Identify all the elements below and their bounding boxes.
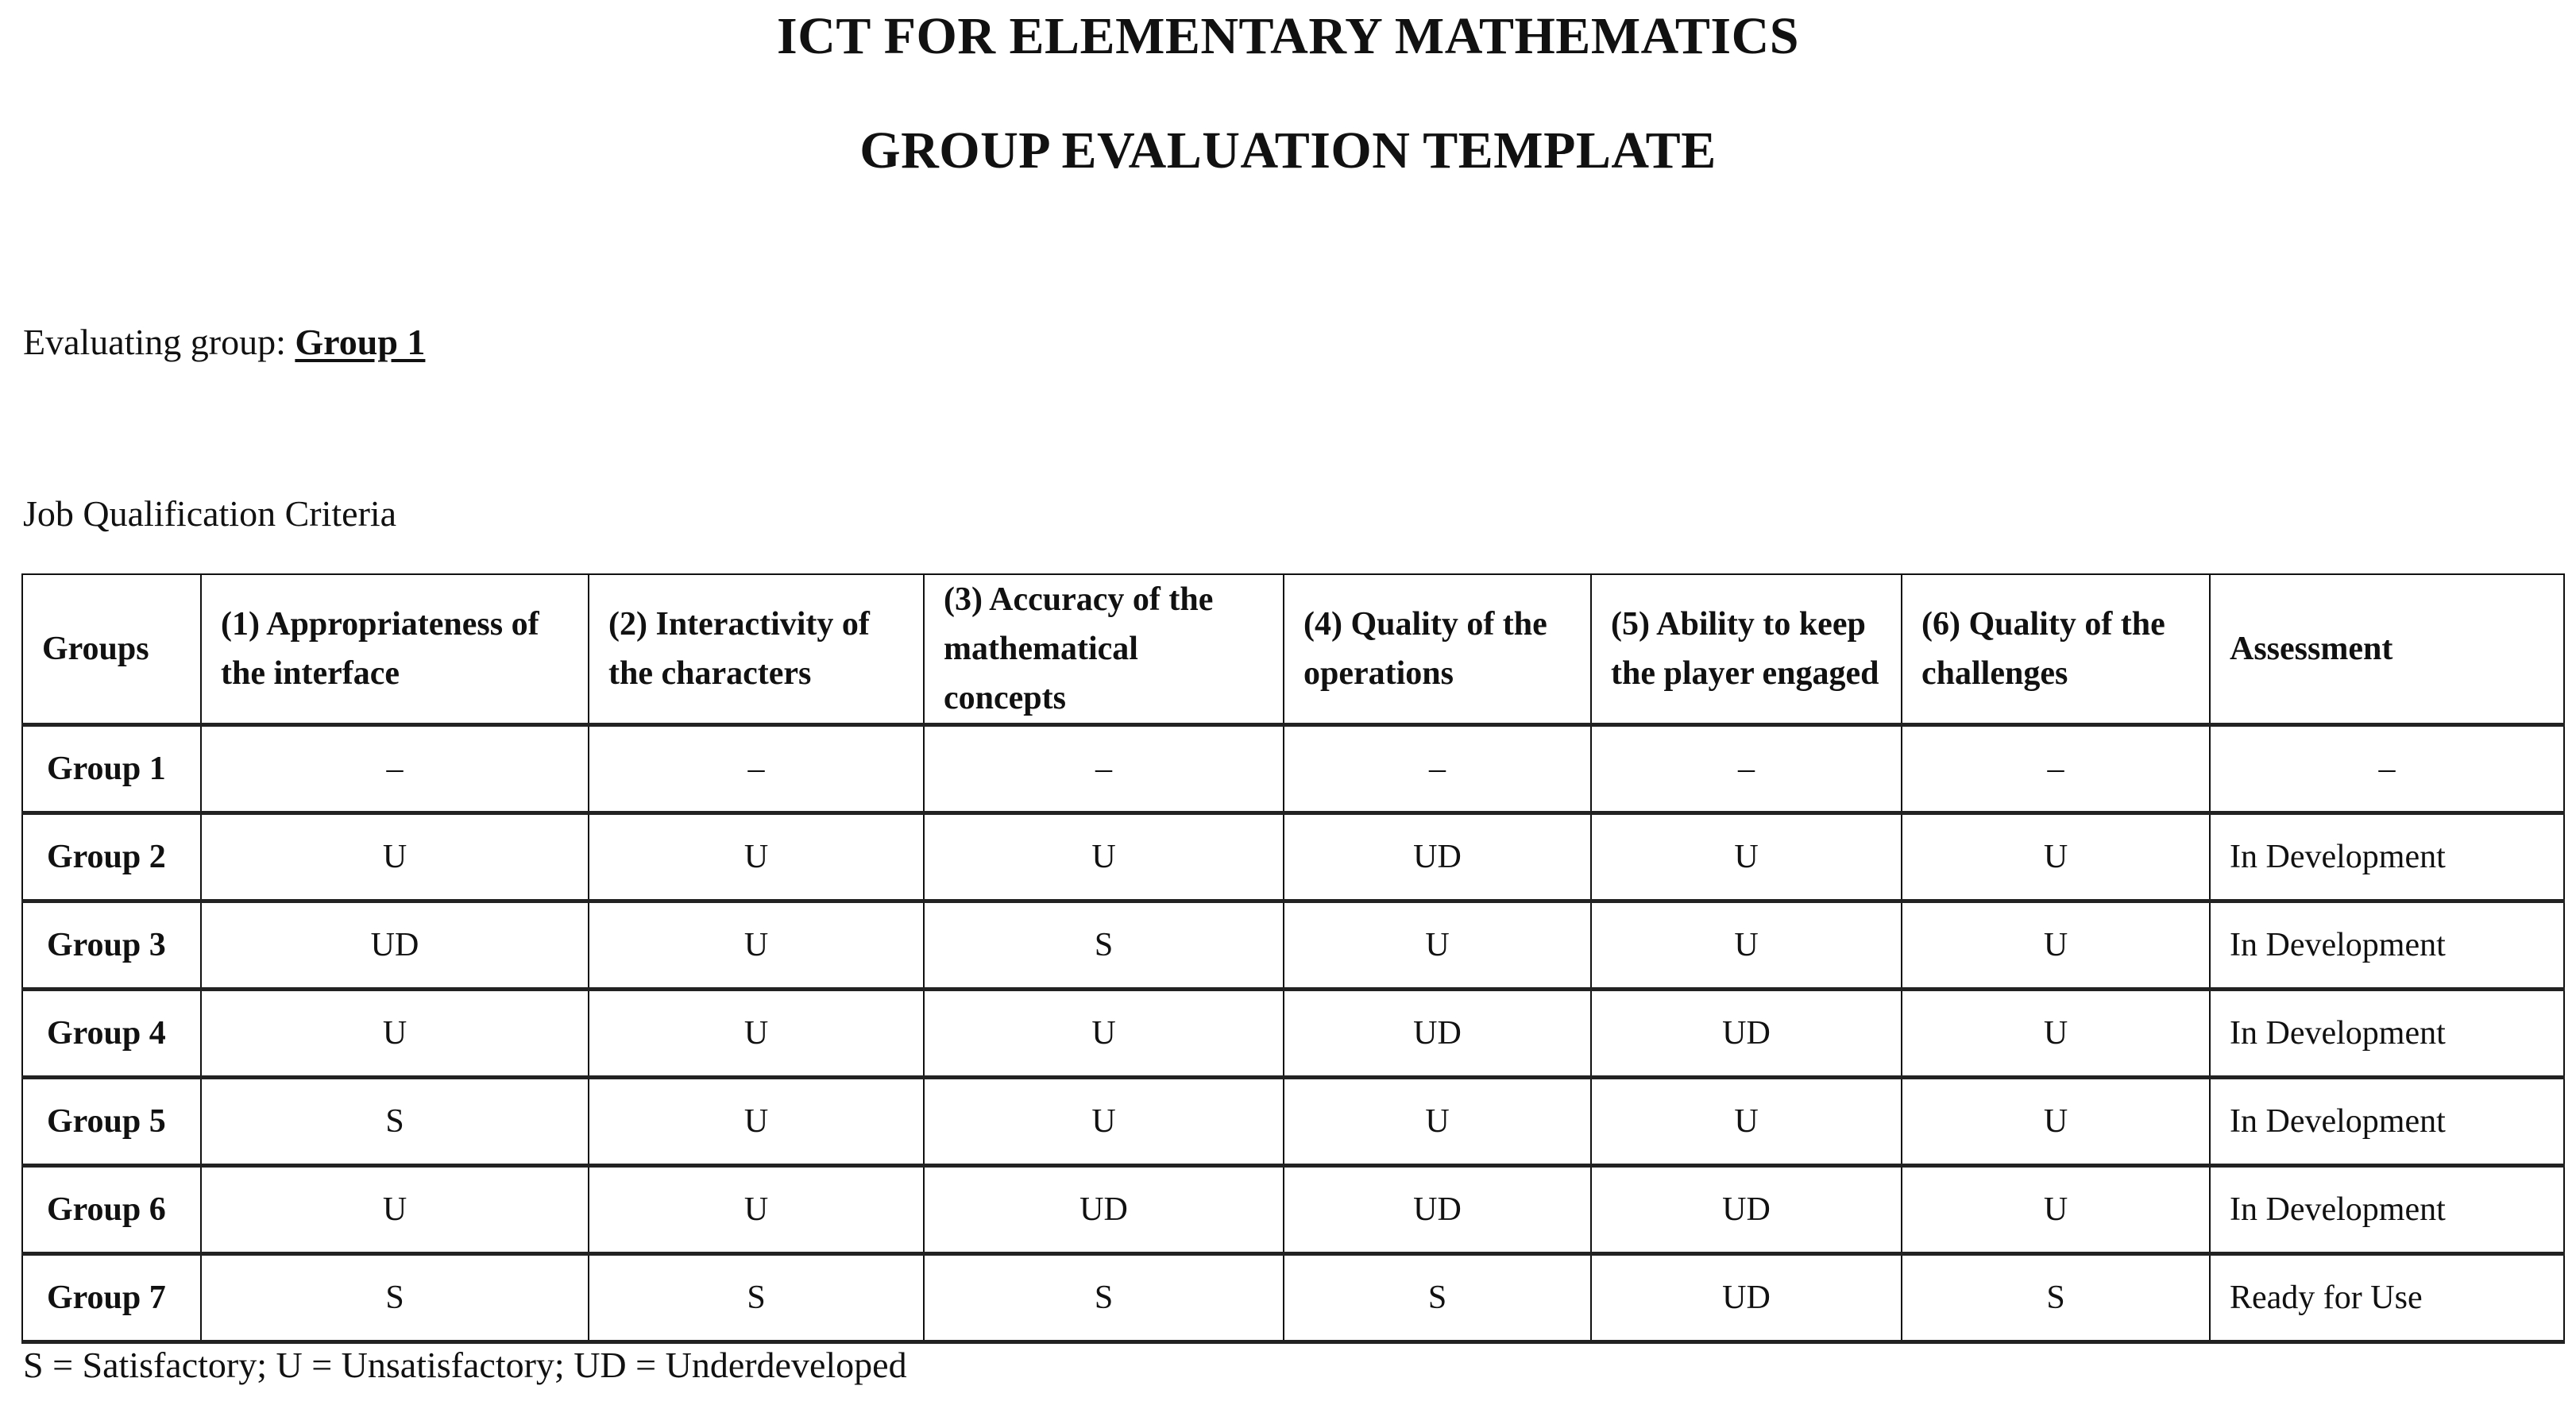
header-criterion-4: (4) Quality of the operations — [1284, 574, 1591, 725]
rating-cell: U — [201, 813, 589, 901]
rating-cell: S — [1902, 1254, 2210, 1342]
header-criterion-1: (1) Appropriateness of the interface — [201, 574, 589, 725]
rating-cell: S — [201, 1078, 589, 1166]
table-row — [22, 1166, 2564, 1254]
table-header-row — [22, 574, 2564, 725]
document-subtitle: GROUP EVALUATION TEMPLATE — [859, 122, 1717, 179]
header-criterion-3: (3) Accuracy of the mathematical concepts — [924, 574, 1284, 725]
table-row — [22, 901, 2564, 990]
evaluating-group-line — [23, 321, 425, 363]
assessment-cell: In Development — [2210, 901, 2564, 990]
group-name: Group 5 — [22, 1078, 201, 1166]
rating-cell: U — [201, 1166, 589, 1254]
header-criterion-2: (2) Interactivity of the characters — [589, 574, 924, 725]
rating-cell: U — [201, 990, 589, 1078]
rating-cell: – — [1902, 725, 2210, 813]
group-name: Group 2 — [22, 813, 201, 901]
rating-cell: U — [1902, 901, 2210, 990]
table-row — [22, 813, 2564, 901]
header-criterion-6: (6) Quality of the challenges — [1902, 574, 2210, 725]
group-name: Group 1 — [22, 725, 201, 813]
rating-cell: UD — [1591, 990, 1902, 1078]
group-name: Group 7 — [22, 1254, 201, 1342]
group-name: Group 4 — [22, 990, 201, 1078]
header-groups: Groups — [22, 574, 201, 725]
evaluating-group-label: Evaluating group: — [23, 322, 295, 362]
rating-cell: UD — [1284, 1166, 1591, 1254]
rating-cell: U — [1591, 901, 1902, 990]
rating-cell: U — [924, 1078, 1284, 1166]
rating-cell: – — [924, 725, 1284, 813]
assessment-cell: In Development — [2210, 1166, 2564, 1254]
rating-cell: U — [1902, 990, 2210, 1078]
header-criterion-5: (5) Ability to keep the player engaged — [1591, 574, 1902, 725]
table-row — [22, 725, 2564, 813]
rating-cell: UD — [1284, 813, 1591, 901]
rating-cell: – — [589, 725, 924, 813]
rating-cell: U — [589, 990, 924, 1078]
rating-cell: U — [589, 901, 924, 990]
rating-cell: U — [589, 1078, 924, 1166]
rating-cell: U — [589, 1166, 924, 1254]
rating-legend: S = Satisfactory; U = Unsatisfactory; UD = Underdeveloped — [23, 1345, 907, 1385]
rating-cell: U — [1591, 813, 1902, 901]
rating-cell: – — [201, 725, 589, 813]
rating-cell: U — [1284, 1078, 1591, 1166]
assessment-cell: In Development — [2210, 813, 2564, 901]
rating-cell: U — [924, 813, 1284, 901]
evaluating-group-value: Group 1 — [295, 322, 426, 362]
rating-cell: U — [1902, 1078, 2210, 1166]
rating-cell: S — [924, 901, 1284, 990]
rating-cell: U — [1902, 813, 2210, 901]
assessment-cell: – — [2210, 725, 2564, 813]
group-name: Group 3 — [22, 901, 201, 990]
rating-cell: U — [1902, 1166, 2210, 1254]
rating-cell: U — [1591, 1078, 1902, 1166]
rating-cell: S — [924, 1254, 1284, 1342]
assessment-cell: Ready for Use — [2210, 1254, 2564, 1342]
table-row — [22, 1254, 2564, 1342]
group-name: Group 6 — [22, 1166, 201, 1254]
criteria-heading: Job Qualification Criteria — [23, 493, 397, 534]
assessment-cell: In Development — [2210, 990, 2564, 1078]
rating-cell: – — [1284, 725, 1591, 813]
rating-cell: UD — [1591, 1166, 1902, 1254]
rating-cell: UD — [1284, 990, 1591, 1078]
rating-cell: U — [589, 813, 924, 901]
rating-cell: UD — [1591, 1254, 1902, 1342]
rating-cell: S — [201, 1254, 589, 1342]
rating-cell: S — [1284, 1254, 1591, 1342]
rating-cell: UD — [924, 1166, 1284, 1254]
rating-cell: S — [589, 1254, 924, 1342]
document-title: ICT FOR ELEMENTARY MATHEMATICS — [777, 7, 1799, 65]
evaluation-table — [21, 573, 2565, 1344]
table-row — [22, 990, 2564, 1078]
rating-cell: U — [924, 990, 1284, 1078]
rating-cell: U — [1284, 901, 1591, 990]
rating-cell: UD — [201, 901, 589, 990]
assessment-cell: In Development — [2210, 1078, 2564, 1166]
rating-cell: – — [1591, 725, 1902, 813]
table-row — [22, 1078, 2564, 1166]
header-assessment: Assessment — [2210, 574, 2564, 725]
